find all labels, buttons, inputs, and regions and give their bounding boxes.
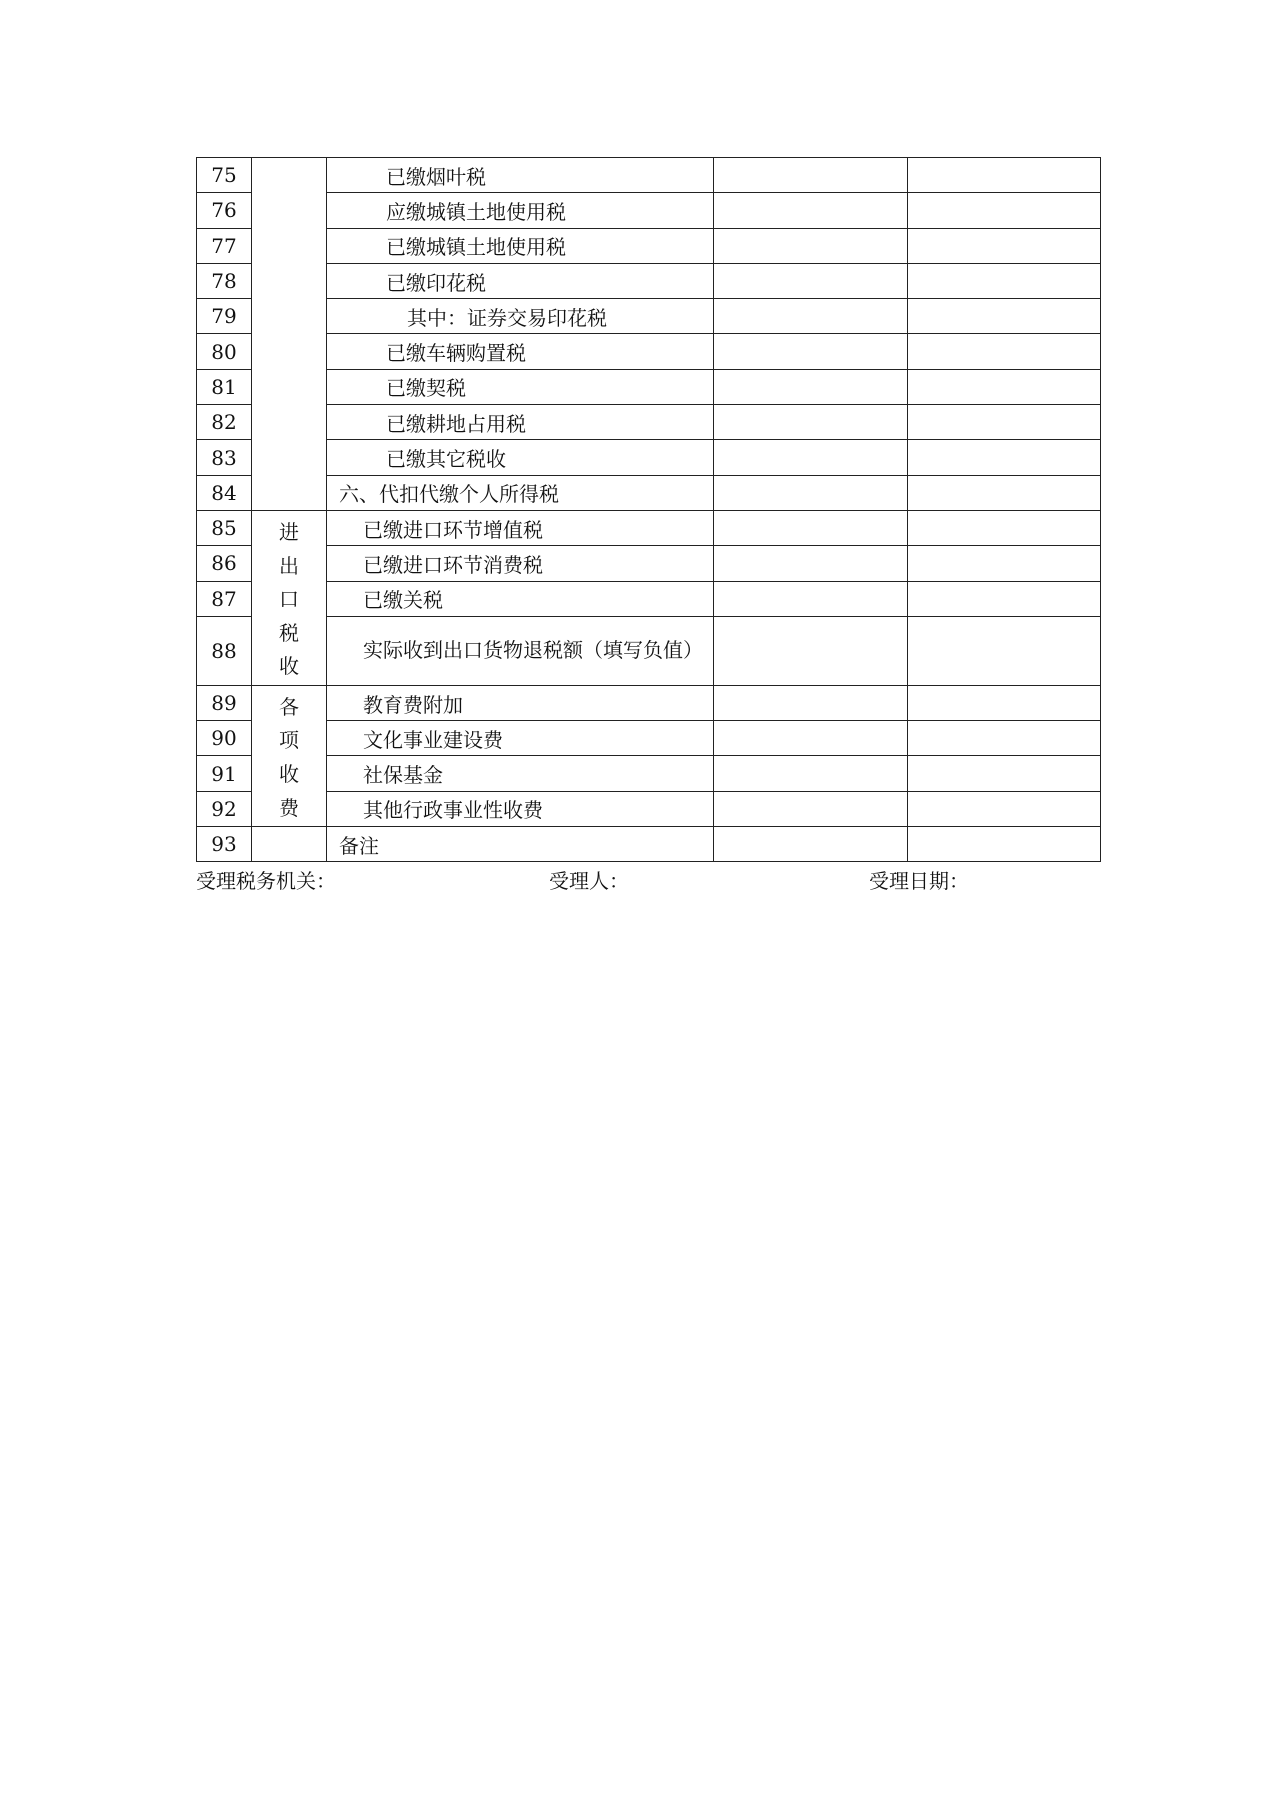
table-row bbox=[197, 510, 1101, 545]
table-row bbox=[197, 546, 1101, 581]
row-number: 91 bbox=[197, 756, 252, 791]
value-cell[interactable] bbox=[908, 263, 1101, 298]
table-row bbox=[197, 756, 1101, 791]
row-number: 87 bbox=[197, 581, 252, 616]
value-cell[interactable] bbox=[908, 721, 1101, 756]
table-row bbox=[197, 369, 1101, 404]
table-row bbox=[197, 263, 1101, 298]
row-number: 80 bbox=[197, 334, 252, 369]
value-cell[interactable] bbox=[714, 158, 908, 193]
category-fees bbox=[252, 685, 327, 826]
value-cell[interactable] bbox=[714, 299, 908, 334]
row-number: 83 bbox=[197, 440, 252, 475]
value-cell[interactable] bbox=[714, 616, 908, 685]
row-label: 文化事业建设费 bbox=[327, 721, 714, 756]
category-char: 口 bbox=[279, 587, 299, 612]
row-label: 已缴耕地占用税 bbox=[327, 405, 714, 440]
row-label: 实际收到出口货物退税额（填写负值） bbox=[327, 616, 714, 685]
row-label: 已缴关税 bbox=[327, 581, 714, 616]
category-char: 费 bbox=[279, 795, 299, 820]
acceptance-date-label: 受理日期： bbox=[869, 869, 969, 893]
category-char: 项 bbox=[279, 728, 299, 753]
tax-report-table bbox=[196, 157, 1101, 862]
row-label: 已缴车辆购置税 bbox=[327, 334, 714, 369]
table-row bbox=[197, 685, 1101, 720]
table-row bbox=[197, 299, 1101, 334]
value-cell[interactable] bbox=[714, 721, 908, 756]
table-row bbox=[197, 616, 1101, 685]
category-cell-empty bbox=[252, 827, 327, 862]
row-number: 82 bbox=[197, 405, 252, 440]
row-label: 其他行政事业性收费 bbox=[327, 791, 714, 826]
table-row bbox=[197, 791, 1101, 826]
row-label: 应缴城镇土地使用税 bbox=[327, 193, 714, 228]
value-cell[interactable] bbox=[908, 546, 1101, 581]
value-cell[interactable] bbox=[908, 616, 1101, 685]
row-number: 93 bbox=[197, 827, 252, 862]
table-row bbox=[197, 228, 1101, 263]
value-cell[interactable] bbox=[714, 581, 908, 616]
category-char: 各 bbox=[279, 694, 299, 719]
table-row bbox=[197, 581, 1101, 616]
table-row bbox=[197, 405, 1101, 440]
row-label: 已缴印花税 bbox=[327, 263, 714, 298]
row-number: 76 bbox=[197, 193, 252, 228]
category-cell-empty bbox=[252, 158, 327, 511]
row-label: 已缴契税 bbox=[327, 369, 714, 404]
value-cell[interactable] bbox=[714, 756, 908, 791]
value-cell[interactable] bbox=[714, 369, 908, 404]
remarks-label: 备注 bbox=[327, 827, 714, 862]
row-number: 84 bbox=[197, 475, 252, 510]
receiver-label: 受理人： bbox=[549, 869, 629, 893]
row-label: 其中：证券交易印花税 bbox=[327, 299, 714, 334]
row-label: 社保基金 bbox=[327, 756, 714, 791]
value-cell[interactable] bbox=[714, 827, 908, 862]
value-cell[interactable] bbox=[908, 299, 1101, 334]
table-row bbox=[197, 440, 1101, 475]
value-cell[interactable] bbox=[908, 581, 1101, 616]
row-number: 75 bbox=[197, 158, 252, 193]
row-number: 78 bbox=[197, 263, 252, 298]
table-row bbox=[197, 827, 1101, 862]
category-import-export-tax bbox=[252, 510, 327, 685]
table-row bbox=[197, 475, 1101, 510]
row-label: 已缴进口环节增值税 bbox=[327, 510, 714, 545]
value-cell[interactable] bbox=[908, 510, 1101, 545]
value-cell[interactable] bbox=[714, 228, 908, 263]
value-cell[interactable] bbox=[714, 791, 908, 826]
row-number: 89 bbox=[197, 685, 252, 720]
value-cell[interactable] bbox=[714, 546, 908, 581]
value-cell[interactable] bbox=[714, 475, 908, 510]
value-cell[interactable] bbox=[714, 193, 908, 228]
category-char: 出 bbox=[279, 553, 299, 578]
value-cell[interactable] bbox=[908, 756, 1101, 791]
value-cell[interactable] bbox=[908, 228, 1101, 263]
value-cell[interactable] bbox=[908, 685, 1101, 720]
value-cell[interactable] bbox=[908, 405, 1101, 440]
value-cell[interactable] bbox=[908, 475, 1101, 510]
value-cell[interactable] bbox=[908, 158, 1101, 193]
value-cell[interactable] bbox=[908, 369, 1101, 404]
row-label: 已缴进口环节消费税 bbox=[327, 546, 714, 581]
value-cell[interactable] bbox=[908, 791, 1101, 826]
row-number: 77 bbox=[197, 228, 252, 263]
row-label: 六、代扣代缴个人所得税 bbox=[327, 475, 714, 510]
row-label: 已缴城镇土地使用税 bbox=[327, 228, 714, 263]
row-number: 90 bbox=[197, 721, 252, 756]
value-cell[interactable] bbox=[908, 193, 1101, 228]
row-label: 已缴烟叶税 bbox=[327, 158, 714, 193]
row-label: 教育费附加 bbox=[327, 685, 714, 720]
row-number: 88 bbox=[197, 616, 252, 685]
value-cell[interactable] bbox=[714, 510, 908, 545]
table-row bbox=[197, 193, 1101, 228]
row-number: 92 bbox=[197, 791, 252, 826]
tax-authority-label: 受理税务机关： bbox=[196, 869, 336, 893]
value-cell[interactable] bbox=[908, 827, 1101, 862]
row-number: 81 bbox=[197, 369, 252, 404]
acceptance-footer bbox=[196, 865, 1100, 895]
table-row bbox=[197, 334, 1101, 369]
value-cell[interactable] bbox=[908, 334, 1101, 369]
value-cell[interactable] bbox=[908, 440, 1101, 475]
value-cell[interactable] bbox=[714, 685, 908, 720]
value-cell[interactable] bbox=[714, 263, 908, 298]
value-cell[interactable] bbox=[714, 405, 908, 440]
value-cell[interactable] bbox=[714, 334, 908, 369]
table-row bbox=[197, 158, 1101, 193]
category-char: 收 bbox=[279, 654, 299, 679]
table-row bbox=[197, 721, 1101, 756]
row-number: 85 bbox=[197, 510, 252, 545]
value-cell[interactable] bbox=[714, 440, 908, 475]
row-number: 79 bbox=[197, 299, 252, 334]
category-char: 进 bbox=[279, 519, 299, 544]
row-number: 86 bbox=[197, 546, 252, 581]
category-char: 税 bbox=[279, 620, 299, 645]
category-char: 收 bbox=[279, 762, 299, 787]
row-label: 已缴其它税收 bbox=[327, 440, 714, 475]
